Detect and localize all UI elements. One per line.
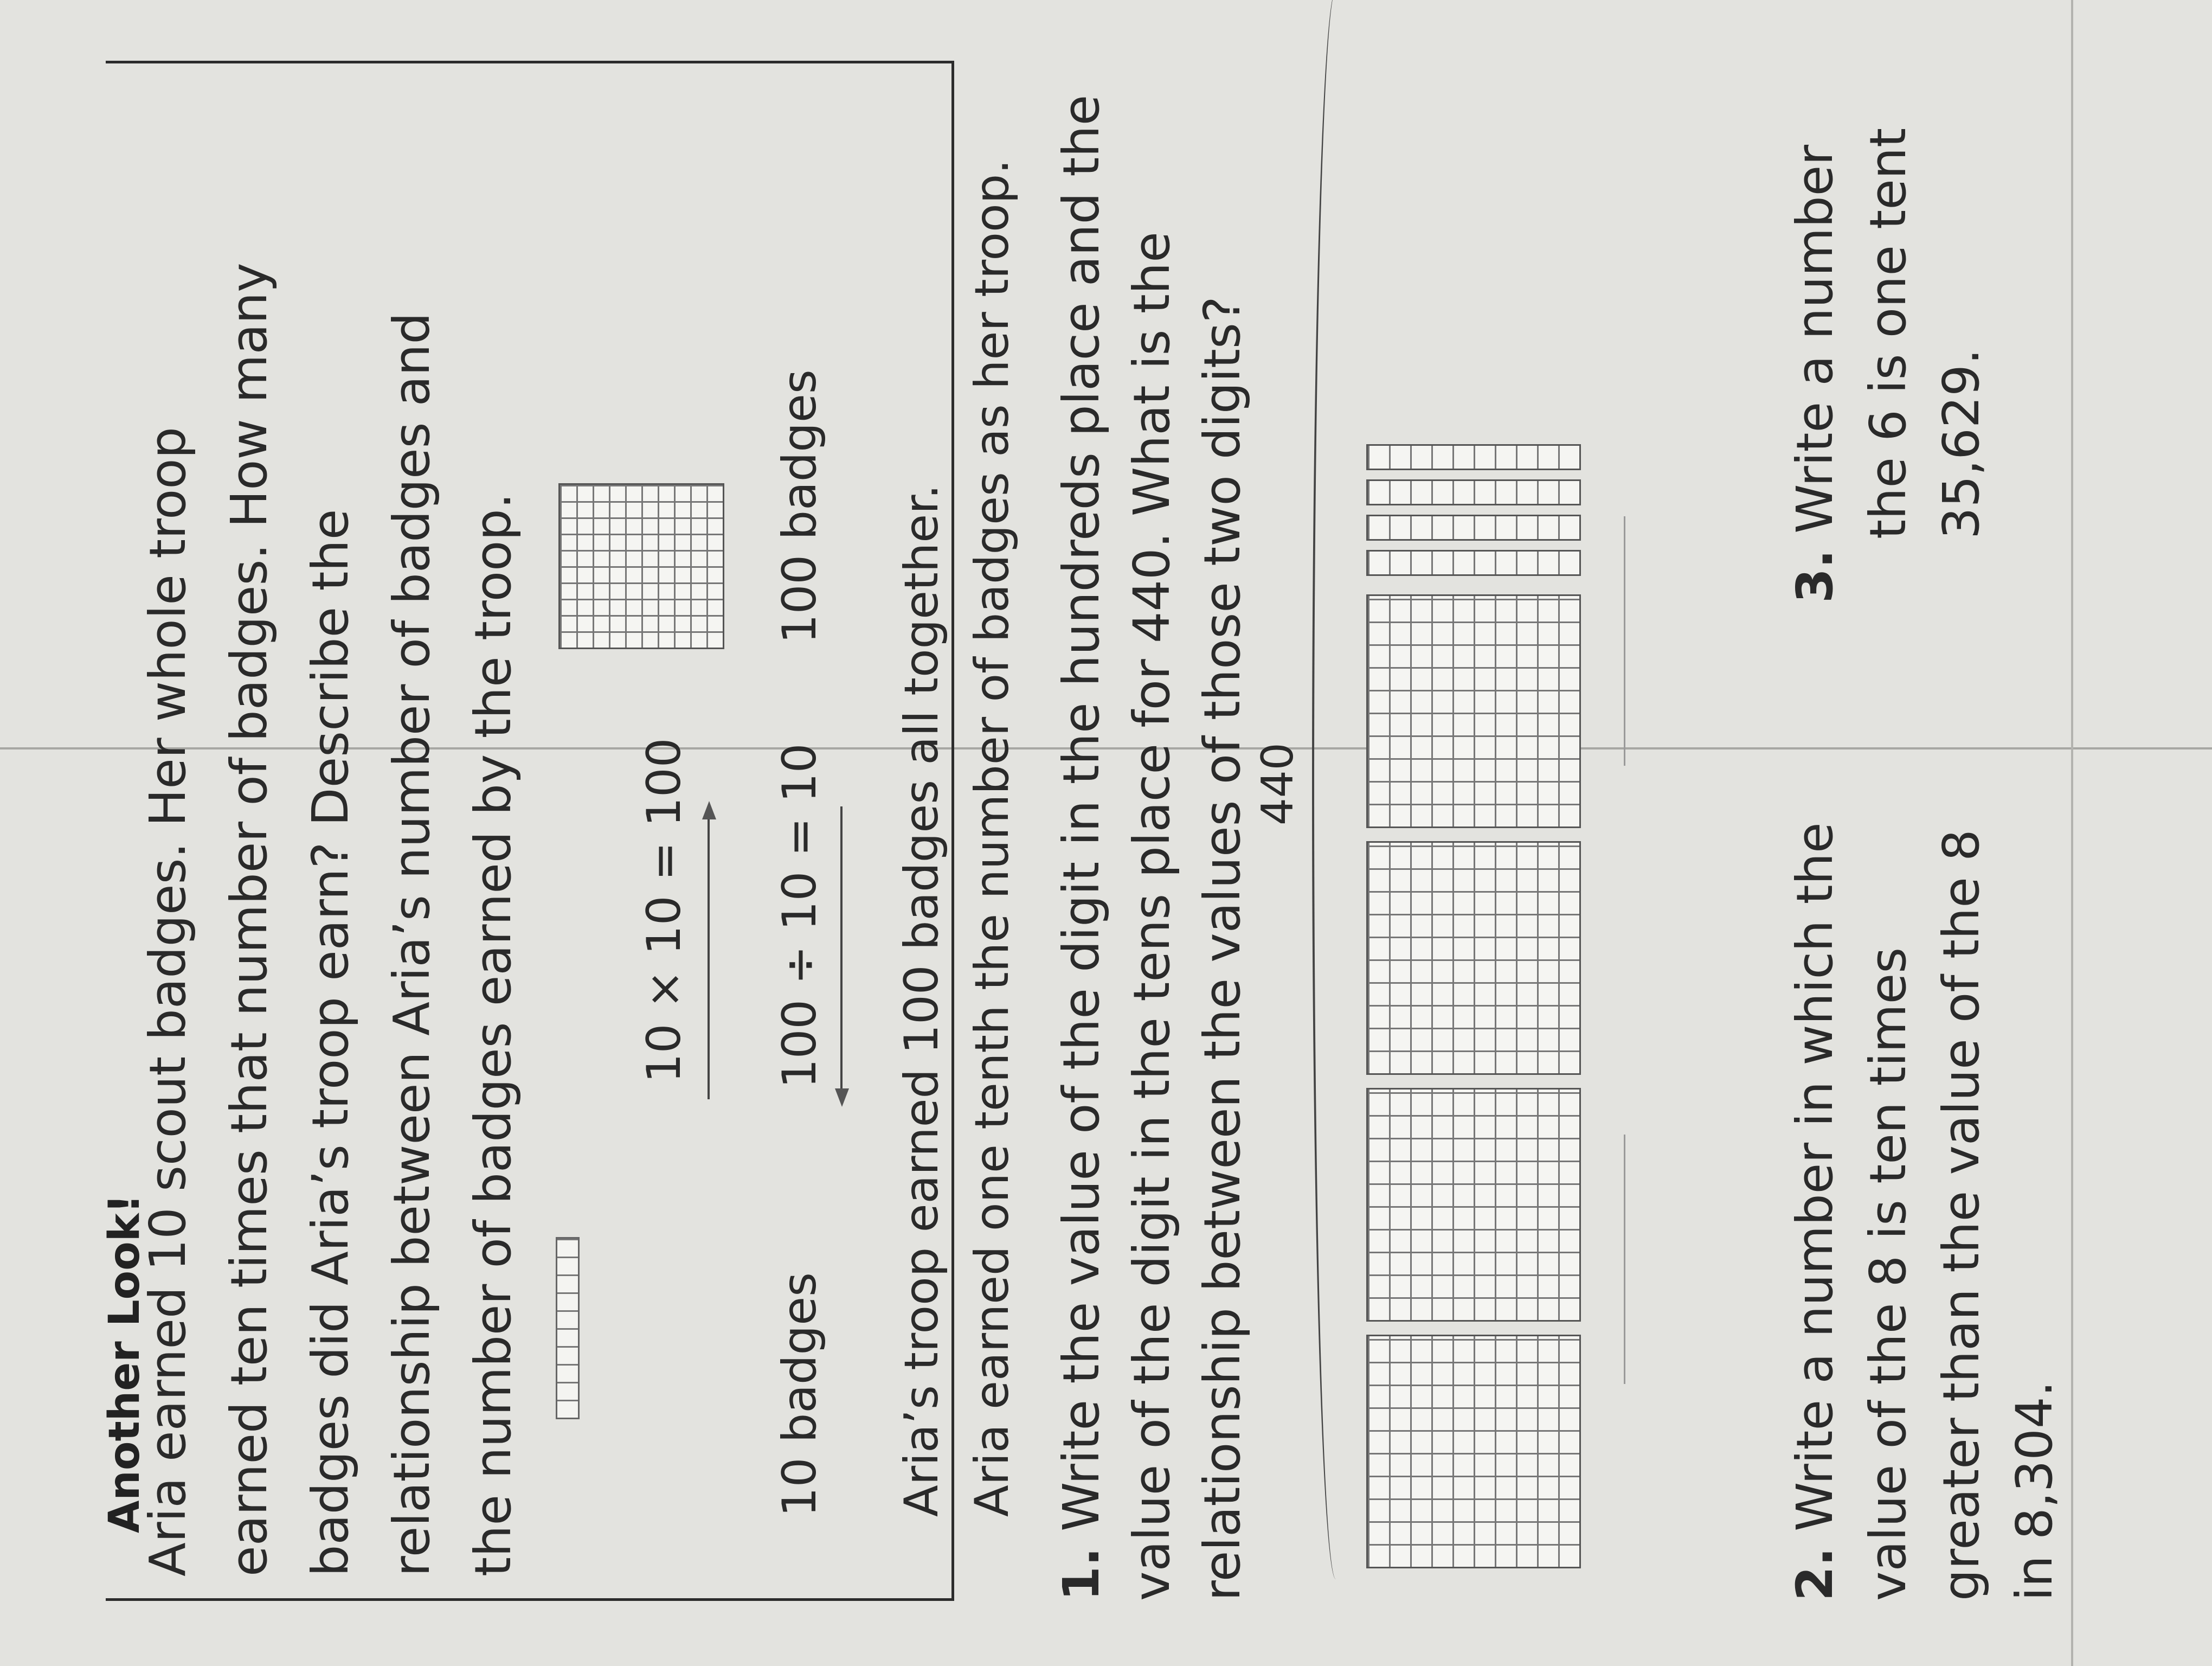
ten-rod-2 <box>1366 515 1581 541</box>
ten-rod-4 <box>1366 444 1581 470</box>
ten-rod-3 <box>1366 479 1581 505</box>
hundred-flat-1 <box>1366 1335 1581 1568</box>
question-text: Write a number in which the value of the 8 is ten times greater than the value of the 8 in 8,304. <box>1786 822 2063 1601</box>
hundred-flat-2 <box>1366 1088 1581 1322</box>
conclusion-line: Aria’s troop earned 100 badges all together. <box>895 484 949 1517</box>
page-crease <box>2071 0 2073 1666</box>
answer-line[interactable] <box>1624 516 1625 766</box>
intro-paragraph: Aria earned 10 scout badges. Her whole troop earned ten times that number of badges. How many badges did Aria’s troop earn? Describe the relationship between Aria’s number of badges and the number of badges earned by the troop. <box>139 262 522 1577</box>
grouping-brace <box>1312 0 1336 1579</box>
answer-line[interactable] <box>1624 1135 1625 1384</box>
question-number: 3. <box>1786 549 1844 603</box>
badges-10-label: 10 badges <box>773 1272 827 1517</box>
model-total-label: 440 <box>1252 742 1303 825</box>
question-2 <box>1778 787 2071 1601</box>
conclusion-line: Aria earned one tenth the number of badges as her troop. <box>965 159 1019 1517</box>
badges-100-label: 100 badges <box>773 369 827 644</box>
section-heading: Another Look! <box>100 1194 149 1533</box>
question-text: Write the value of the digit in the hundreds place and the value of the digit in the tens place for 440. What is the relationship between the values of those two digits? <box>1052 94 1251 1601</box>
question-number: 1. <box>1052 1547 1110 1601</box>
multiply-equation: 10 × 10 = 100 <box>637 738 691 1083</box>
right-arrow-line <box>708 817 710 1099</box>
hundred-flat-block <box>558 483 724 649</box>
question-3 <box>1778 0 1998 603</box>
hundred-flat-3 <box>1366 841 1581 1075</box>
right-arrow-icon <box>702 801 716 819</box>
question-number: 2. <box>1786 1547 1844 1601</box>
divide-equation: 100 ÷ 10 = 10 <box>773 743 827 1088</box>
another-look-box <box>100 61 1019 1601</box>
question-1 <box>1046 28 1258 1601</box>
left-arrow-line <box>840 806 843 1088</box>
question-line: the 6 is one tent <box>1859 127 1917 539</box>
ten-rod-block <box>556 1237 580 1419</box>
question-line: Write a number <box>1786 144 1844 534</box>
hundred-flat-4 <box>1366 594 1581 828</box>
ten-rod-1 <box>1366 550 1581 576</box>
question-line: 35,629. <box>1932 348 1990 539</box>
conclusion <box>886 159 1027 1517</box>
left-arrow-icon <box>835 1088 849 1107</box>
